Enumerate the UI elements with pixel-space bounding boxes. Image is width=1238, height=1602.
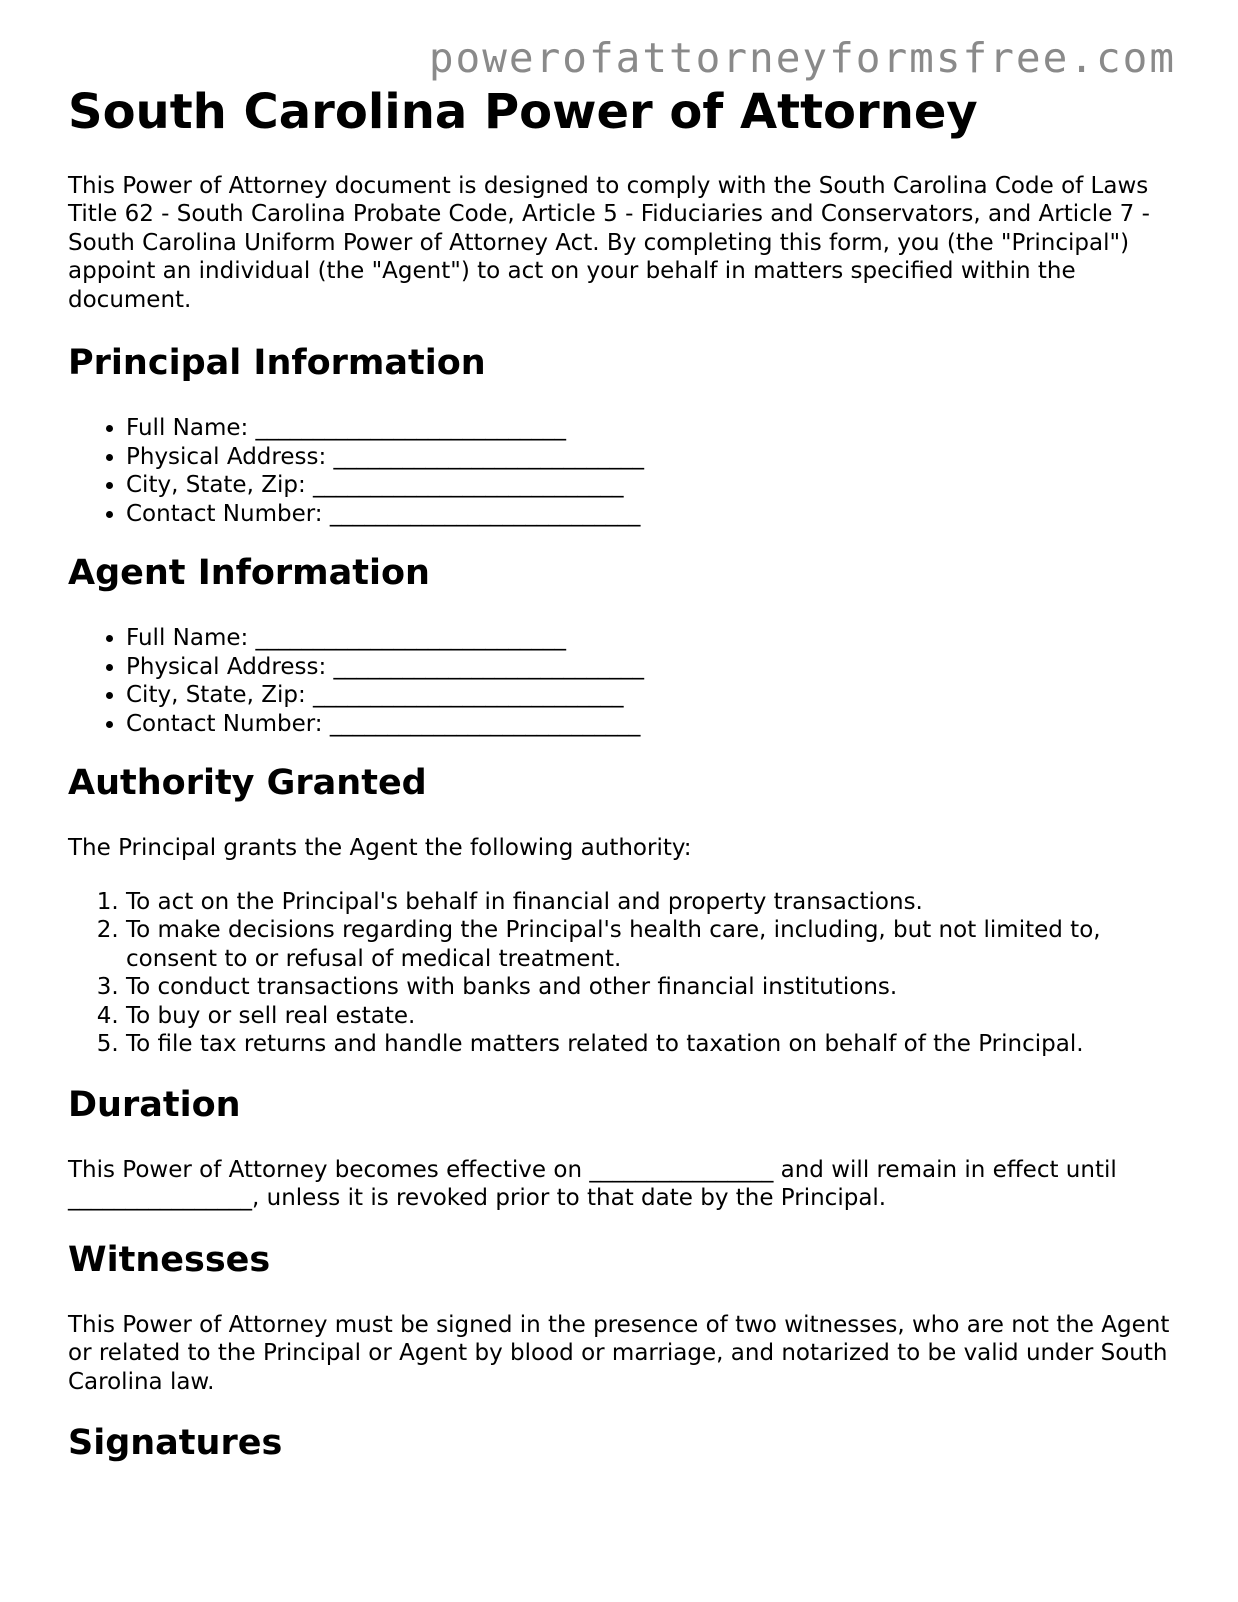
duration-heading: Duration	[68, 1084, 241, 1125]
authority-list	[68, 888, 1178, 1059]
signatures-heading: Signatures	[68, 1423, 283, 1464]
agent-heading: Agent Information	[68, 553, 430, 594]
agent-full-name-field[interactable]: • Full Name: ___________________________	[126, 624, 1178, 653]
principal-contact-number-field[interactable]: • Contact Number: ___________________________	[126, 500, 1178, 529]
principal-full-name-field[interactable]: • Full Name: ___________________________	[126, 414, 1178, 443]
authority-item: 5. To file tax returns and handle matters related to taxation on behalf of the Principal.	[126, 1030, 1178, 1059]
duration-text: This Power of Attorney becomes effective on ________________ and will remain in effect until ________________, unless it is revoked prior to that date by the Principal.	[68, 1156, 1117, 1212]
page-title: South Carolina Power of Attorney	[68, 84, 978, 140]
agent-city-state-zip-field[interactable]: • City, State, Zip: ___________________________	[126, 681, 1178, 710]
authority-item: 3. To conduct transactions with banks and other financial institutions.	[126, 973, 1178, 1002]
principal-field-list	[68, 414, 1178, 528]
principal-address-field[interactable]: • Physical Address: ___________________________	[126, 443, 1178, 472]
watermark: powerofattorneyformsfree.com	[428, 34, 1176, 82]
principal-heading: Principal Information	[68, 343, 486, 384]
witnesses-heading: Witnesses	[68, 1239, 271, 1280]
witnesses-text: This Power of Attorney must be signed in the presence of two witnesses, who are not the Agent or related to the Principal or Agent by blood or marriage, and notarized to be valid under South Carolina law.	[68, 1311, 1170, 1395]
principal-city-state-zip-field[interactable]: • City, State, Zip: ___________________________	[126, 471, 1178, 500]
agent-field-list	[68, 624, 1178, 738]
document-page	[68, 84, 1178, 1494]
intro-paragraph: This Power of Attorney document is designed to comply with the South Carolina Code of Laws Title 62 - South Carolina Probate Code, Article 5 - Fiduciaries and Conservators, and Article 7 - South Carolina Uniform Power of Attorney Act. By completing this form, you (the "Principal") appoint an individual (the "Agent") to act on your behalf in matters specified within the document.	[68, 172, 1150, 313]
authority-heading: Authority Granted	[68, 763, 427, 804]
authority-item: 1. To act on the Principal's behalf in financial and property transactions.	[126, 888, 1178, 917]
authority-intro: The Principal grants the Agent the following authority:	[68, 835, 692, 862]
authority-item: 2. To make decisions regarding the Principal's health care, including, but not limited to, consent to or refusal of medical treatment.	[126, 916, 1178, 973]
authority-item: 4. To buy or sell real estate.	[126, 1002, 1178, 1031]
agent-address-field[interactable]: • Physical Address: ___________________________	[126, 653, 1178, 682]
agent-contact-number-field[interactable]: • Contact Number: ___________________________	[126, 710, 1178, 739]
